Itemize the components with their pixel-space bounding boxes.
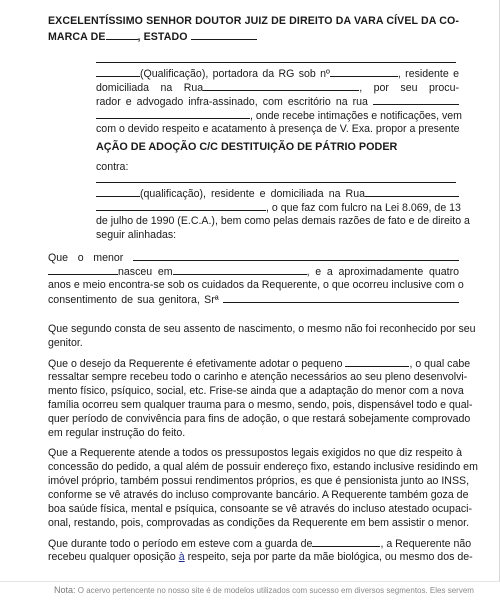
p1-line-5	[96, 122, 459, 136]
p6-text-0: Que a Requerente atende a todos os pressupostos legais exigidos no que diz respeito à	[48, 447, 463, 459]
p1-text-3: , por seu procu-	[359, 82, 459, 94]
p6-text-3: conforme se vê através do incluso comprovante bancário. A Requerente também goza de	[48, 489, 469, 501]
blank-qualificacao	[96, 66, 140, 77]
p5-text-1: , o qual cabe	[409, 358, 471, 370]
action-title-text: AÇÃO DE ADOÇÃO C/C DESTITUIÇÃO DE PÁTRIO PODER	[96, 141, 398, 153]
p2-text-2: de julho de 1990 (E.C.A.), bem como pelas demais razões de fato e de direito a	[96, 215, 470, 227]
p5-text-0: Que o desejo da Requerente é efetivamente adotar o pequeno	[48, 358, 343, 370]
p3-line-3	[48, 278, 464, 292]
p6-text-1: concessão do pedido, a qual além de possuir endereço fixo, estando inclusive residindo em	[48, 461, 478, 473]
p5-text-6: em regular instrução do feito.	[48, 427, 186, 439]
p1-line-3	[96, 94, 459, 109]
header-text-2a: MARCA DE	[48, 31, 106, 43]
blank-requerido	[96, 172, 456, 183]
header-text-1: EXCELENTÍSSIMO SENHOR DOUTOR JUIZ DE DIREITO DA VARA CÍVEL DA CO-	[48, 15, 459, 27]
p2-text-0: (qualificação), residente e domiciliada na Rua	[140, 188, 365, 200]
blank-data-nascimento	[173, 264, 307, 275]
p2-text-3: seguir alinhadas:	[96, 229, 177, 241]
blank-rg	[330, 66, 398, 77]
p7-text-2: recebeu qualquer oposição	[48, 551, 176, 563]
p4-line-2	[48, 336, 459, 350]
blank-rua-3	[96, 200, 266, 211]
p5-line-2	[48, 370, 468, 384]
p7-text-4: respeito, seja por parte da mãe biológica, ou mesmo dos de-	[187, 551, 473, 563]
p1-text-6: com o devido respeito e acatamento à presença de V. Exa. propor a presente	[96, 123, 460, 135]
blank-genitora	[223, 292, 459, 303]
p5-line-4	[48, 398, 473, 412]
p2-line-0	[96, 172, 459, 187]
p4-text-1: genitor.	[48, 337, 83, 349]
p5-line-3	[48, 384, 464, 398]
p7-text-1: , a Requerente não	[380, 538, 472, 550]
p5-text-4: família ocorreu sem qualquer trauma para o mesmo, sendo, pois, dispensável todo e qual-	[48, 399, 473, 411]
p1-text-5: , onde recebe intimações e notificações, vem	[250, 110, 462, 122]
p6-line-6	[48, 516, 470, 530]
p6-line-2	[48, 460, 478, 474]
p4-line-1	[48, 322, 476, 336]
blank-escritorio	[373, 94, 459, 105]
p7-text-0: Que durante todo o período em esteve com a guarda de	[48, 538, 313, 550]
p6-line-3	[48, 474, 470, 488]
blank-rua-2	[365, 186, 459, 197]
p3-text-4: consentimento de sua genitora, Srª	[48, 294, 219, 306]
blank-escritorio-2	[96, 108, 250, 119]
p4-text-0: Que segundo consta de seu assento de nascimento, o mesmo não foi reconhecido por seu	[48, 323, 476, 335]
blank-estado	[191, 29, 257, 40]
p2-text-1: , o que faz com fulcro na Lei 8.069, de 13	[266, 202, 461, 214]
blank-comarca	[106, 29, 138, 40]
text-cursor-word[interactable]: à	[178, 551, 185, 563]
p5-line-6	[48, 426, 459, 440]
p5-line-1	[48, 356, 471, 371]
p7-line-2	[48, 550, 473, 564]
blank-menor-2	[48, 264, 118, 275]
p1-line-2	[96, 80, 459, 95]
p3-text-3: anos e meio encontra-se sob os cuidados da Requerente, o que ocorreu inclusive com o	[48, 279, 464, 291]
p6-line-1	[48, 446, 463, 460]
blank-guarda	[312, 536, 380, 547]
p1-text-2: domiciliada na Rua	[96, 82, 204, 94]
p6-text-2: imóvel próprio, também possui rendimentos próprios, es que é pensionista junto ao INSS,	[48, 475, 470, 487]
blank-pequeno	[345, 356, 409, 367]
p2-line-2	[96, 200, 459, 215]
p1-line-0	[96, 52, 459, 67]
p2-line-4	[96, 228, 459, 242]
p1-text-0: (Qualificação), portadora da RG sob nº	[140, 68, 330, 80]
p6-line-5	[48, 502, 473, 516]
p1-line-4	[96, 108, 462, 123]
p3-text-1: nasceu em	[118, 266, 173, 278]
p5-text-2: ressaltar sempre recebeu todo o carinho e atenção necessários ao seu pleno desenvolvi-	[48, 371, 468, 383]
p1-line-1	[96, 66, 459, 81]
header-text-2b: , ESTADO	[137, 31, 188, 43]
p3-line-1	[48, 250, 459, 265]
blank-menor	[133, 250, 459, 261]
note-text: O acervo pertencente no nosso site é de modelos utilizados com sucesso em diversos segmentos. Eles servem	[77, 586, 474, 595]
contra-text: contra:	[96, 161, 129, 173]
blank-qualificacao-2	[96, 186, 140, 197]
note-label: Nota:	[54, 585, 76, 595]
blank-rua	[203, 80, 359, 91]
footer-note	[54, 585, 500, 595]
p6-text-5: onal, restando, pois, comprovadas as condições da Requerente em bem assistir o menor.	[48, 517, 470, 529]
p2-line-1	[96, 186, 459, 201]
p3-line-4	[48, 292, 459, 307]
p6-line-4	[48, 488, 469, 502]
footer-note-bar	[0, 581, 500, 601]
p3-text-0: Que o menor	[48, 252, 124, 264]
blank-name	[96, 52, 456, 63]
p1-text-4: rador e advogado infra-assinado, com escritório na rua	[96, 96, 368, 108]
p1-text-1: , residente e	[397, 68, 459, 80]
p6-text-4: boa saúde física, mental e psíquica, consoante se vê através do incluso atestado ocupaci-	[48, 503, 473, 515]
header-line-2	[48, 29, 459, 44]
p3-text-2: , e a aproximadamente quatro	[306, 266, 459, 278]
header-line-1	[48, 14, 459, 28]
action-title	[96, 140, 459, 154]
p2-line-3	[96, 214, 470, 228]
p5-text-3: mento físico, psíquico, social, etc. Frise-se ainda que a adaptação do menor com a nova	[48, 385, 464, 397]
p5-line-5	[48, 412, 471, 426]
p3-line-2	[48, 264, 459, 279]
p7-line-1	[48, 536, 472, 551]
p5-text-5: quer período de convivência para fins de adoção, o que restará sobejamente comprovado	[48, 413, 471, 425]
